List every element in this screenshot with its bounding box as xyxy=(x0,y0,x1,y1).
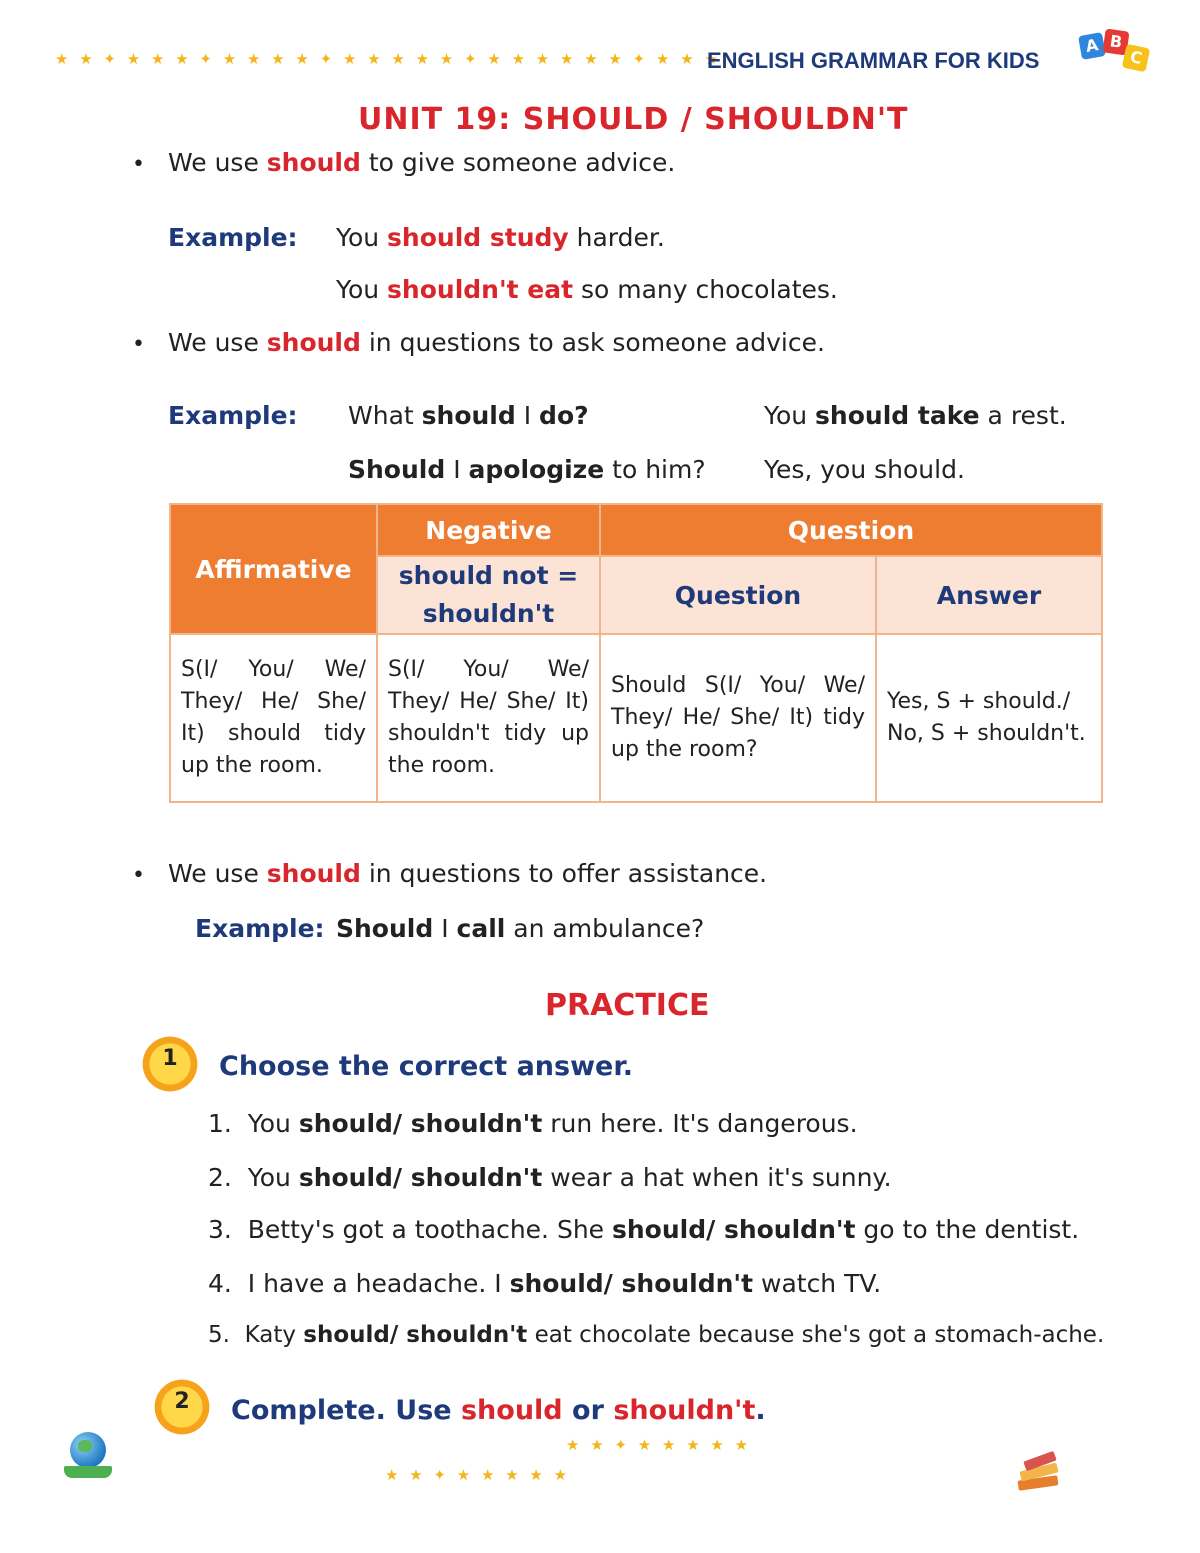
grammar-table xyxy=(169,503,1103,803)
subheader-answer: Answer xyxy=(876,556,1102,634)
exercise-1-title: Choose the correct answer. xyxy=(219,1051,634,1082)
sun-number-badge-1: 1 xyxy=(138,1032,202,1096)
exercise-1-item: 3. Betty's got a toothache. She should/ shouldn't go to the dentist. xyxy=(208,1215,1080,1244)
exercise-1-item: 4. I have a headache. I should/ shouldn't watch TV. xyxy=(208,1269,882,1298)
rule-2: We use should in questions to ask someone advice. xyxy=(168,328,825,357)
cell-question: Should S(I/ You/ We/ They/ He/ She/ It) tidy up the room? xyxy=(600,634,876,802)
subheader-negative: should not = shouldn't xyxy=(377,556,600,634)
header-star-border: ★ ★ ✦ ★ ★ ★ ✦ ★ ★ ★ ★ ✦ ★ ★ ★ ★ ★ ✦ ★ ★ ★ ★ ★ ★ ✦ ★ ★ ★ xyxy=(55,50,721,68)
practice-title: PRACTICE xyxy=(545,988,710,1023)
cell-affirmative: S(I/ You/ We/ They/ He/ She/ It) should tidy up the room. xyxy=(170,634,377,802)
header-negative: Negative xyxy=(377,504,600,556)
bullet-dot: • xyxy=(132,863,145,888)
example-3: Should I call an ambulance? xyxy=(336,914,705,943)
exercise-2-title: Complete. Use should or shouldn't. xyxy=(231,1395,766,1426)
example-1-line-2: You shouldn't eat so many chocolates. xyxy=(336,275,838,304)
header-title: ENGLISH GRAMMAR FOR KIDS xyxy=(707,48,1040,73)
subheader-question: Question xyxy=(600,556,876,634)
exercise-1-item: 5. Katy should/ shouldn't eat chocolate because she's got a stomach-ache. xyxy=(208,1322,1105,1348)
bullet-dot: • xyxy=(132,152,145,177)
globe-book-icon xyxy=(64,1432,112,1480)
unit-title: UNIT 19: SHOULD / SHOULDN'T xyxy=(358,102,909,137)
example-2-question-2: Should I apologize to him? xyxy=(348,455,706,484)
book-stack-icon xyxy=(1014,1450,1062,1494)
header-affirmative: Affirmative xyxy=(170,504,377,634)
footer-star-decoration: ★ ★ ✦ ★ ★ ★ ★ ★ xyxy=(566,1436,752,1454)
bullet-dot: • xyxy=(132,332,145,357)
header-question: Question xyxy=(600,504,1102,556)
example-label-2: Example: xyxy=(168,401,298,430)
example-2-answer-2: Yes, you should. xyxy=(764,455,965,484)
exercise-1-item: 1. You should/ shouldn't run here. It's dangerous. xyxy=(208,1109,858,1138)
example-label-3: Example: xyxy=(195,914,325,943)
rule-3: We use should in questions to offer assistance. xyxy=(168,859,768,888)
example-1-line-1: You should study harder. xyxy=(336,223,665,252)
abc-logo-icon: A B C xyxy=(1080,30,1155,75)
cell-answer: Yes, S + should./ No, S + shouldn't. xyxy=(876,634,1102,802)
exercise-1-item: 2. You should/ shouldn't wear a hat when it's sunny. xyxy=(208,1163,892,1192)
sun-number-badge-2: 2 xyxy=(150,1375,214,1439)
example-2-answer-1: You should take a rest. xyxy=(764,401,1067,430)
example-2-question-1: What should I do? xyxy=(348,401,589,430)
rule-1: We use should to give someone advice. xyxy=(168,148,676,177)
example-label-1: Example: xyxy=(168,223,298,252)
cell-negative: S(I/ You/ We/ They/ He/ She/ It) shouldn't tidy up the room. xyxy=(377,634,600,802)
footer-star-decoration: ★ ★ ✦ ★ ★ ★ ★ ★ xyxy=(385,1466,571,1484)
